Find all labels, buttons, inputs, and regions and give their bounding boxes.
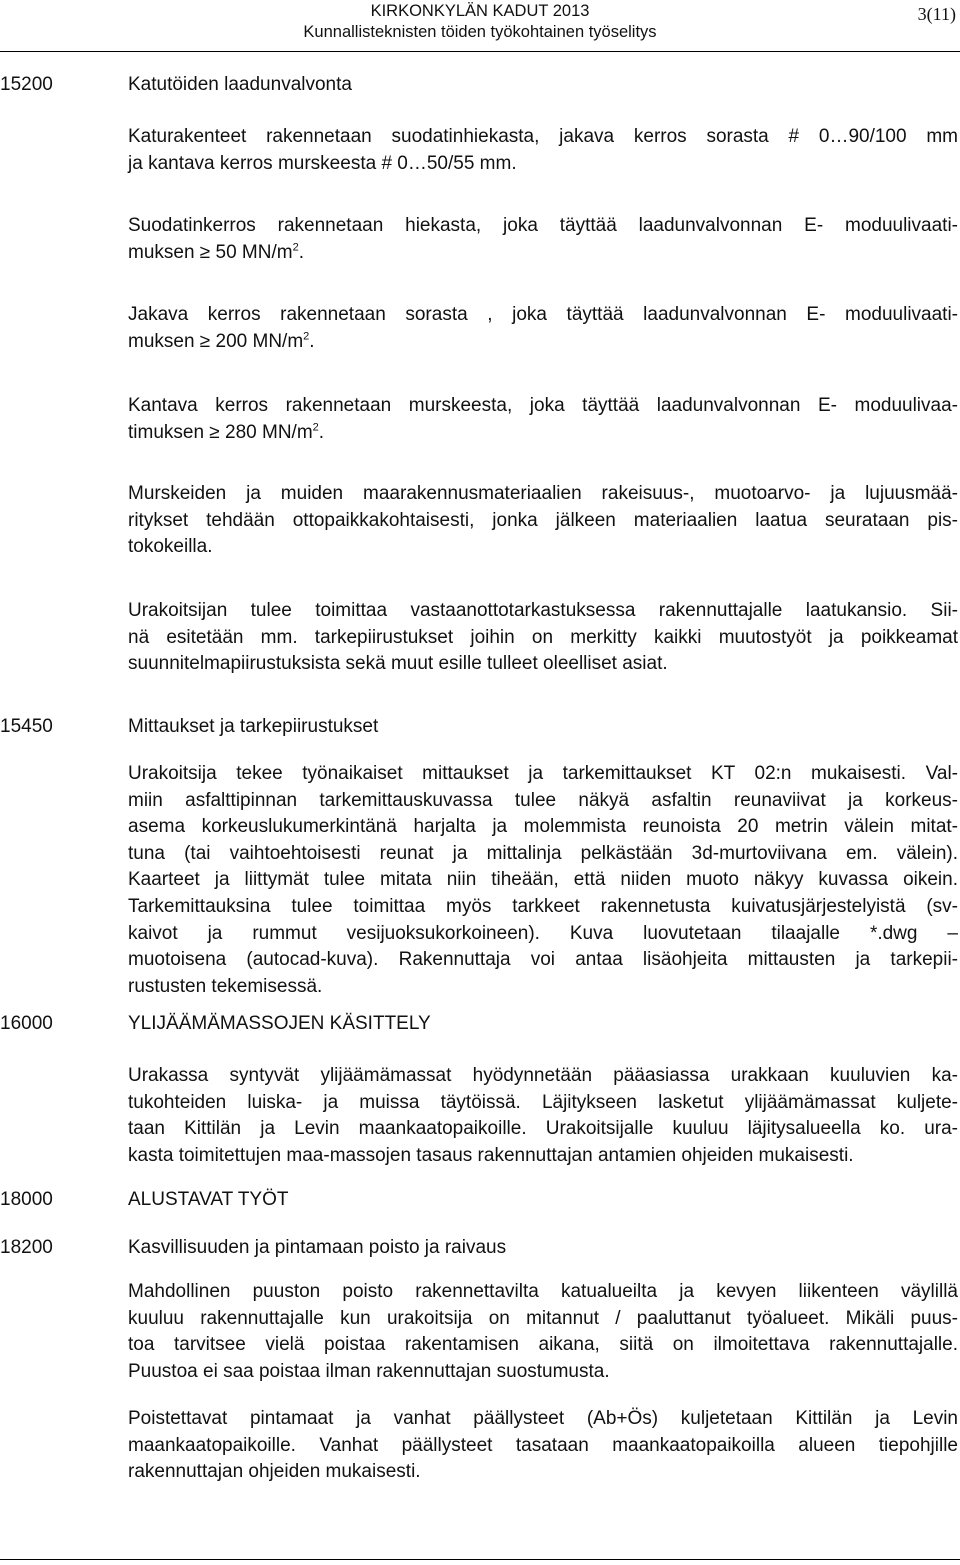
text-line — [128, 420, 958, 447]
paragraph — [128, 598, 958, 678]
section-number: 15200 — [0, 74, 53, 95]
paragraph — [128, 761, 958, 1000]
section-title: YLIJÄÄMÄMASSOJEN KÄSITTELY — [128, 1013, 431, 1034]
text-line: Kaarteet ja liittymät tulee mitata niin tiheään, että niiden muoto näkyy kuvassa oikein. — [128, 869, 958, 891]
text-fragment: . — [298, 241, 304, 263]
text-line: kuuluu rakennuttajalle kun urakoitsija on mitannut / paaluttanut työalueet. Mikäli puus- — [128, 1307, 958, 1329]
paragraph — [128, 213, 958, 266]
section-number: 16000 — [0, 1013, 53, 1034]
text-fragment: . — [309, 330, 315, 352]
section-number: 15450 — [0, 716, 53, 737]
paragraph — [128, 124, 958, 177]
section-number: 18000 — [0, 1189, 53, 1210]
text-line: Jakava kerros rakennetaan sorasta , joka täyttää laadunvalvonnan E- moduulivaati- — [128, 304, 958, 325]
section-number: 18200 — [0, 1237, 53, 1258]
header-title: KIRKONKYLÄN KADUT 2013 — [370, 2, 590, 20]
text-line: Urakoitsija tekee työnaikaiset mittaukset ja tarkemittaukset KT 02:n mukaisesti. Val- — [128, 763, 958, 784]
text-line: rustusten tekemisessä. — [128, 975, 323, 997]
paragraph — [128, 1279, 958, 1385]
section-title: Mittaukset ja tarkepiirustukset — [128, 716, 379, 737]
text-line: Suodatinkerros rakennetaan hiekasta, joka täyttää laadunvalvonnan E- moduulivaati- — [128, 215, 958, 236]
footer-rule — [0, 1559, 960, 1560]
section-title: Katutöiden laadunvalvonta — [128, 74, 352, 95]
section-title: Kasvillisuuden ja pintamaan poisto ja raivaus — [128, 1237, 507, 1258]
text-line: rakennuttajan ohjeiden mukaisesti. — [128, 1461, 421, 1483]
paragraph — [128, 481, 958, 561]
text-line: Murskeiden ja muiden maarakennusmateriaalien rakeisuus-, muotoarvo- ja lujuusmää- — [128, 483, 958, 504]
text-line: Urakassa syntyvät ylijäämämassat hyödynnetään pääasiassa urakkaan kuuluvien ka- — [128, 1065, 958, 1086]
text-line: muotoisena (autocad-kuva). Rakennuttaja voi antaa lisäohjeita mittausten ja tarkepii- — [128, 949, 958, 971]
text-line: asema korkeuslukumerkintänä harjalta ja molemmista reunoista 20 metrin välein mitat- — [128, 816, 958, 838]
text-line: Katurakenteet rakennetaan suodatinhiekasta, jakava kerros sorasta # 0…90/100 mm — [128, 126, 958, 147]
text-line: toa tarvitsee vielä poistaa rakentamisen aikana, siitä on ilmoitettava rakennuttajalle. — [128, 1334, 958, 1356]
text-line — [128, 240, 958, 267]
text-line: Tarkemittauksina tulee toimittaa myös tarkkeet rakennetusta kuivatusjärjestelyistä (sv- — [128, 895, 958, 917]
text-fragment: . — [318, 421, 325, 443]
text-line: tokokeilla. — [128, 536, 213, 558]
text-line: suunnitelmapiirustuksista sekä muut esille tulleet oleelliset asiat. — [128, 653, 668, 675]
header-subtitle: Kunnallisteknisten töiden työkohtainen työselitys — [303, 23, 657, 41]
text-line: kasta toimitettujen maa-massojen tasaus rakennuttajan antamien ohjeiden mukaisesti. — [128, 1144, 854, 1166]
superscript: 2 — [292, 241, 299, 254]
text-line: Poistettavat pintamaat ja vanhat päällysteet (Ab+Ös) kuljetetaan Kittilän ja Levin — [128, 1408, 958, 1429]
paragraph — [128, 1063, 958, 1169]
text-line: kaivot ja rummut vesijuoksukorkoineen). Kuva luovutetaan tilaajalle *.dwg – — [128, 922, 958, 944]
section-title: ALUSTAVAT TYÖT — [128, 1189, 289, 1210]
text-line: ja kantava kerros murskeesta # 0…50/55 mm. — [128, 152, 517, 174]
text-line: miin asfalttipinnan tarkemittauskuvassa tulee näkyä asfaltin reunaviivat ja korkeus- — [128, 789, 958, 811]
text-line: Puustoa ei saa poistaa ilman rakennuttajan suostumusta. — [128, 1360, 610, 1382]
paragraph — [128, 1406, 958, 1486]
superscript: 2 — [303, 330, 310, 343]
text-fragment: muksen ≥ 50 MN/m — [128, 241, 293, 263]
paragraph — [128, 393, 958, 446]
text-line: Urakoitsijan tulee toimittaa vastaanottotarkastuksessa rakennuttajalle laatukansio. Sii- — [128, 600, 958, 621]
text-line: maankaatopaikoille. Vanhat päällysteet tasataan maankaatopaikoilla alueen tiepohjille — [128, 1434, 958, 1456]
text-line: nä esitetään mm. tarkepiirustukset joihin on merkitty kaikki muutostyöt ja poikkeamat — [128, 626, 958, 648]
paragraph — [128, 302, 958, 355]
text-fragment: timuksen ≥ 280 MN/m — [128, 421, 313, 443]
superscript: 2 — [312, 421, 319, 434]
page-number: 3(11) — [917, 4, 956, 24]
text-line: tuna (tai vaihtoehtoisesti reunat ja mittalinja pelkästään 3d-murtoviivana em. välein). — [128, 842, 958, 864]
text-line: tukohteiden luiska- ja muissa täytöissä. Läjitykseen lasketut ylijäämämassat kuljete- — [128, 1091, 958, 1113]
text-line: Kantava kerros rakennetaan murskeesta, joka täyttää laadunvalvonnan E- moduulivaa- — [128, 395, 958, 416]
text-fragment: muksen ≥ 200 MN/m — [128, 330, 304, 352]
text-line: ritykset tehdään ottopaikkakohtaisesti, jonka jälkeen materiaalien laatua seurataan pis- — [128, 509, 958, 531]
header-rule — [0, 51, 960, 52]
text-line — [128, 329, 958, 356]
text-line: Mahdollinen puuston poisto rakennettavilta katualueilta ja kevyen liikenteen väylillä — [128, 1281, 958, 1302]
text-line: taan Kittilän ja Levin maankaatopaikoille. Urakoitsijalle kuuluu läjitysalueella ko. ura- — [128, 1118, 958, 1140]
